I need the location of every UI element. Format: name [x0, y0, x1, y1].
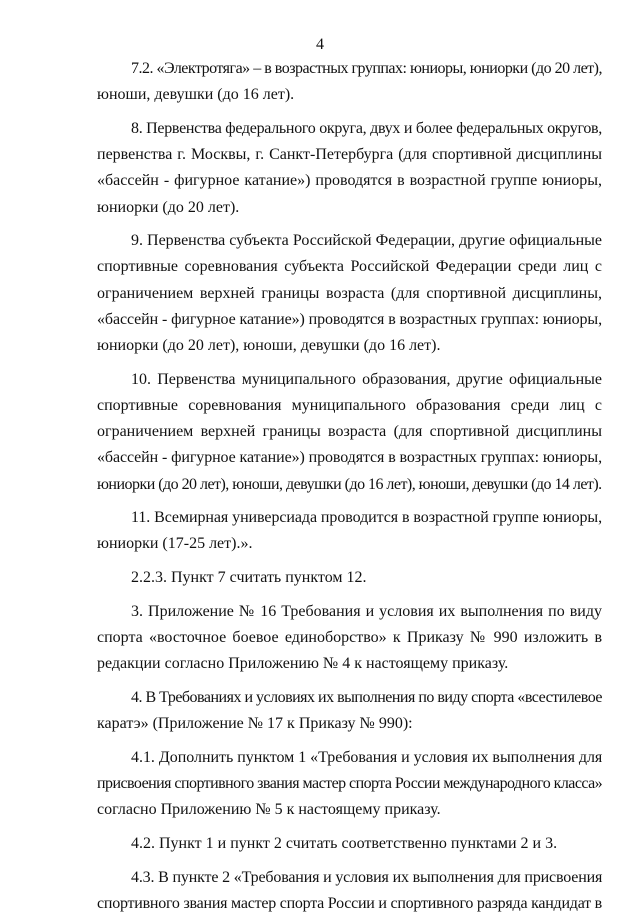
paragraph-gap [97, 558, 602, 566]
document-body [97, 56, 602, 917]
text-line: спорта «восточное боевое единоборство» к Приказу № 990 изложить в [97, 629, 602, 647]
text-line: 10. Первенства муниципального образования, другие официальные [131, 370, 602, 388]
text-line: первенства г. Москвы, г. Санкт-Петербурга (для спортивной дисциплины [97, 146, 602, 164]
text-line: 4.1. Дополнить пунктом 1 «Требования и условия их выполнения для [131, 748, 603, 766]
text-line: юниорки (до 20 лет). [97, 198, 240, 216]
paragraph [97, 56, 602, 108]
text-line: 4.3. В пункте 2 «Требования и условия их выполнения для присвоения [131, 868, 603, 886]
paragraph [97, 565, 602, 591]
text-line: юниорки (до 20 лет), юноши, девушки (до 16 лет), юноши, девушки (до 14 лет). [97, 475, 602, 493]
text-line: юниорки (до 20 лет), юноши, девушки (до 16 лет). [97, 337, 441, 355]
paragraph [97, 865, 602, 917]
paragraph-gap [97, 498, 602, 506]
text-line: ограничением верхней границы возраста (для спортивной дисциплины [97, 423, 602, 441]
text-line: 4. В Требованиях и условиях их выполнения по виду спорта «всестилевое [131, 688, 602, 706]
text-line: спортивного звания мастер спорта России и спортивного разряда кандидат в [97, 894, 602, 912]
text-line: 4.2. Пункт 1 и пункт 2 считать соответственно пунктами 2 и 3. [131, 834, 558, 852]
paragraph-gap [97, 677, 602, 685]
paragraph [97, 367, 602, 498]
text-line: 8. Первенства федерального округа, двух и более федеральных округов, [131, 119, 602, 137]
paragraph-gap [97, 591, 602, 599]
paragraph-gap [97, 108, 602, 116]
paragraph-gap [97, 737, 602, 745]
text-line: каратэ» (Приложение № 17 к Приказу № 990): [97, 715, 413, 733]
text-line: редакции согласно Приложению № 4 к настоящему приказу. [97, 655, 509, 673]
page-number: 4 [316, 36, 324, 53]
text-line: 7.2. «Электротяга» – в возрастных группах: юниоры, юниорки (до 20 лет), [131, 60, 602, 77]
text-line: юноши, девушки (до 16 лет). [97, 86, 295, 104]
paragraph [97, 745, 602, 824]
paragraph [97, 116, 602, 221]
text-line: спортивные соревнования субъекта Российской Федерации среди лиц с [97, 258, 602, 276]
paragraph [97, 505, 602, 557]
text-line: «бассейн - фигурное катание») проводятся в возрастных группах: юниоры, [97, 310, 602, 328]
paragraph-gap [97, 823, 602, 831]
text-line: 3. Приложение № 16 Требования и условия их выполнения по виду [131, 602, 602, 620]
text-line: присвоения спортивного звания мастер спорта России международного класса» [97, 775, 603, 793]
paragraph [97, 228, 602, 359]
text-line: 11. Всемирная универсиада проводится в возрастной группе юниоры, [131, 509, 602, 527]
text-line: юниорки (17-25 лет).». [97, 535, 253, 553]
paragraph-gap [97, 857, 602, 865]
paragraph [97, 685, 602, 737]
text-line: «бассейн - фигурное катание») проводятся в возрастной группе юниоры, [97, 172, 602, 190]
paragraph [97, 831, 602, 857]
text-line: 9. Первенства субъекта Российской Федерации, другие официальные [131, 232, 602, 250]
paragraph-gap [97, 359, 602, 367]
paragraph [97, 599, 602, 678]
text-line: 2.2.3. Пункт 7 считать пунктом 12. [131, 569, 367, 587]
text-line: согласно Приложению № 5 к настоящему приказу. [97, 801, 441, 819]
text-line: спортивные соревнования муниципального образования среди лиц с [97, 396, 602, 414]
text-line: ограничением верхней границы возраста (для спортивной дисциплины, [97, 284, 602, 302]
paragraph-gap [97, 221, 602, 229]
text-line: «бассейн - фигурное катание») проводятся в возрастных группах: юниоры, [97, 449, 602, 467]
